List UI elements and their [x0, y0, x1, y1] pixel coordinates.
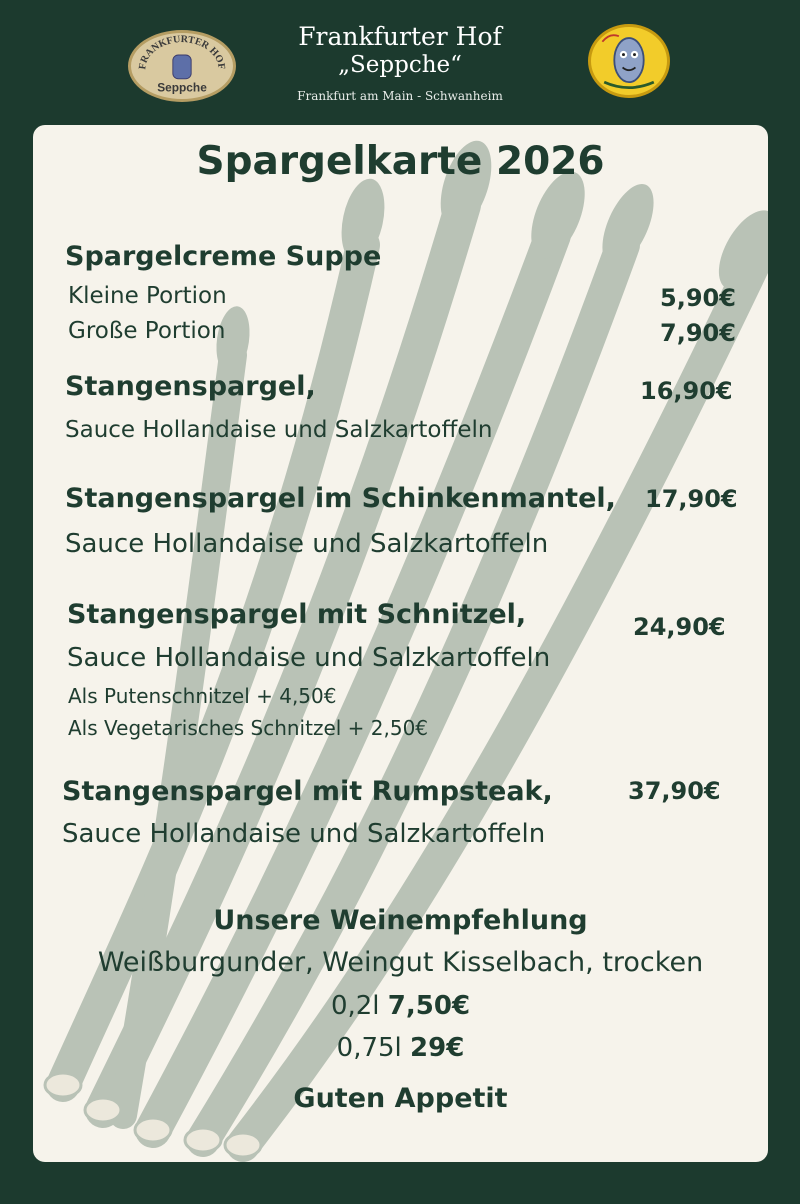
item-2-price: 17,90€ — [645, 485, 738, 513]
item-2-desc: Sauce Hollandaise und Salzkartoffeln — [65, 529, 549, 559]
item-4-price: 37,90€ — [628, 777, 721, 805]
item-3-price: 24,90€ — [633, 613, 726, 641]
wine-price-large — [33, 1033, 768, 1063]
logo-text-bottom: Seppche — [157, 80, 207, 95]
item-2-name: Stangenspargel im Schinkenmantel, — [65, 483, 616, 514]
closing-text: Guten Appetit — [293, 1083, 508, 1114]
header — [0, 0, 800, 126]
wine-size-2: 0,75l — [336, 1033, 402, 1063]
menu-title: Spargelkarte 2026 — [196, 139, 605, 184]
wine-description: Weißburgunder, Weingut Kisselbach, trocken — [97, 947, 704, 978]
wine-heading: Unsere Weinempfehlung — [213, 905, 588, 936]
restaurant-subname: „Seppche“ — [338, 52, 462, 78]
soup-small-label: Kleine Portion — [68, 283, 227, 309]
menu-card — [33, 125, 768, 1162]
item-4-name: Stangenspargel mit Rumpsteak, — [62, 776, 553, 807]
soup-large-price: 7,90€ — [660, 319, 736, 347]
wine-price-2: 29€ — [410, 1033, 465, 1063]
item-3-option-1: Als Putenschnitzel + 4,50€ — [68, 684, 337, 708]
soup-small-price: 5,90€ — [660, 284, 736, 312]
mascot-logo — [588, 24, 670, 98]
restaurant-name: Frankfurter Hof — [298, 22, 502, 51]
restaurant-logo — [128, 30, 236, 102]
item-3-name: Stangenspargel mit Schnitzel, — [67, 599, 527, 630]
item-1-desc: Sauce Hollandaise und Salzkartoffeln — [65, 417, 493, 443]
item-1-name: Stangenspargel, — [65, 371, 316, 402]
item-1-price: 16,90€ — [640, 377, 733, 405]
soup-large-label: Große Portion — [68, 318, 226, 344]
restaurant-location: Frankfurt am Main - Schwanheim — [297, 89, 503, 103]
wine-size-1: 0,2l — [330, 991, 380, 1021]
wine-price-1: 7,50€ — [387, 991, 471, 1021]
soup-name: Spargelcreme Suppe — [65, 241, 382, 272]
item-3-desc: Sauce Hollandaise und Salzkartoffeln — [67, 643, 551, 673]
item-3-option-2: Als Vegetarisches Schnitzel + 2,50€ — [68, 716, 429, 740]
item-4-desc: Sauce Hollandaise und Salzkartoffeln — [62, 819, 546, 849]
wine-price-small — [33, 991, 768, 1021]
logo-text-top: FRANKFURTER HOF — [137, 34, 227, 71]
